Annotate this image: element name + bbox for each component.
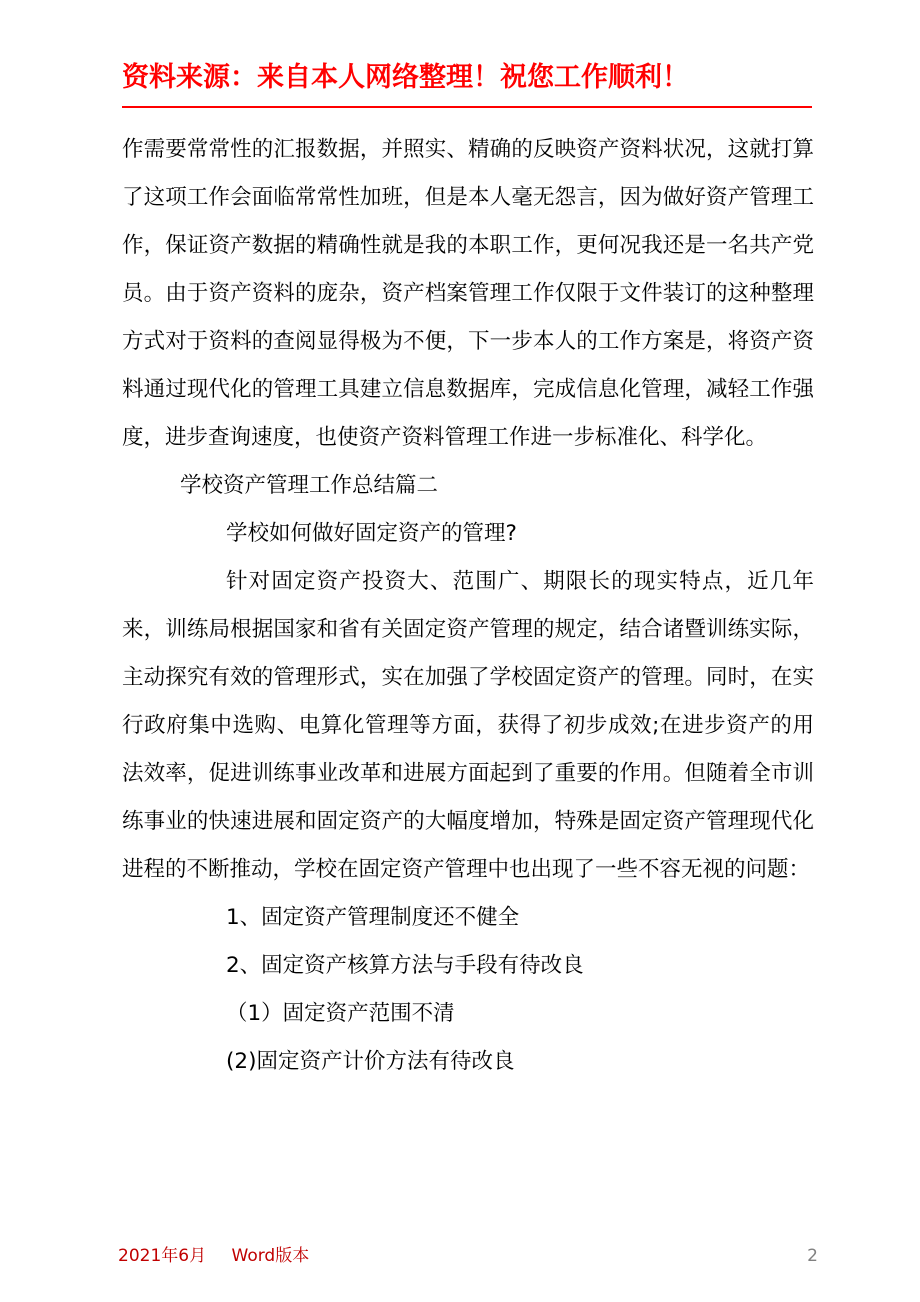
list-item: 1、固定资产管理制度还不健全 [226,905,520,930]
header-banner-text: 资料来源：来自本人网络整理！祝您工作顺利！ [122,62,689,93]
header-divider [122,106,812,108]
paragraph: 学校如何做好固定资产的管理? [226,521,517,546]
paragraph: 针对固定资产投资大、范围广、期限长的现实特点，近几年来，训练局根据国家和省有关固定资产管理的规定，结合诸暨训练实际，主动探究有效的管理形式，实在加强了学校固定资产的管理。同时，在实行政府集中选购、电算化管理等方面，获得了初步成效;在进步资产的用法效率，促进训练事业改革和进展方面起到了重要的作用。但随着全市训练事业的快速进展和固定资产的大幅度增加，特殊是固定资产管理现代化进程的不断推动，学校在固定资产管理中也出现了一些不容无视的问题： [122,569,814,882]
document-body [122,126,814,1086]
list-item: （1）固定资产范围不清 [226,1001,455,1026]
footer-left-group [118,1241,309,1266]
list-item: (2)固定资产计价方法有待改良 [226,1049,515,1074]
footer-date: 2021年6月 [118,1246,207,1266]
paragraph: 作需要常常性的汇报数据，并照实、精确的反映资产资料状况，这就打算了这项工作会面临常常性加班，但是本人毫无怨言，因为做好资产管理工作，保证资产数据的精确性就是我的本职工作，更何况我还是一名共产党员。由于资产资料的庞杂，资产档案管理工作仅限于文件装订的这种整理方式对于资料的查阅显得极为不便，下一步本人的工作方案是，将资产资料通过现代化的管理工具建立信息数据库，完成信息化管理，减轻工作强度，进步查询速度，也使资产资料管理工作进一步标准化、科学化。 [122,137,814,450]
list-item: 2、固定资产核算方法与手段有待改良 [226,953,584,978]
footer-format: Word版本 [231,1246,310,1266]
page-number: 2 [807,1246,818,1266]
section-heading: 学校资产管理工作总结篇二 [180,473,439,498]
page-footer [0,1226,920,1266]
